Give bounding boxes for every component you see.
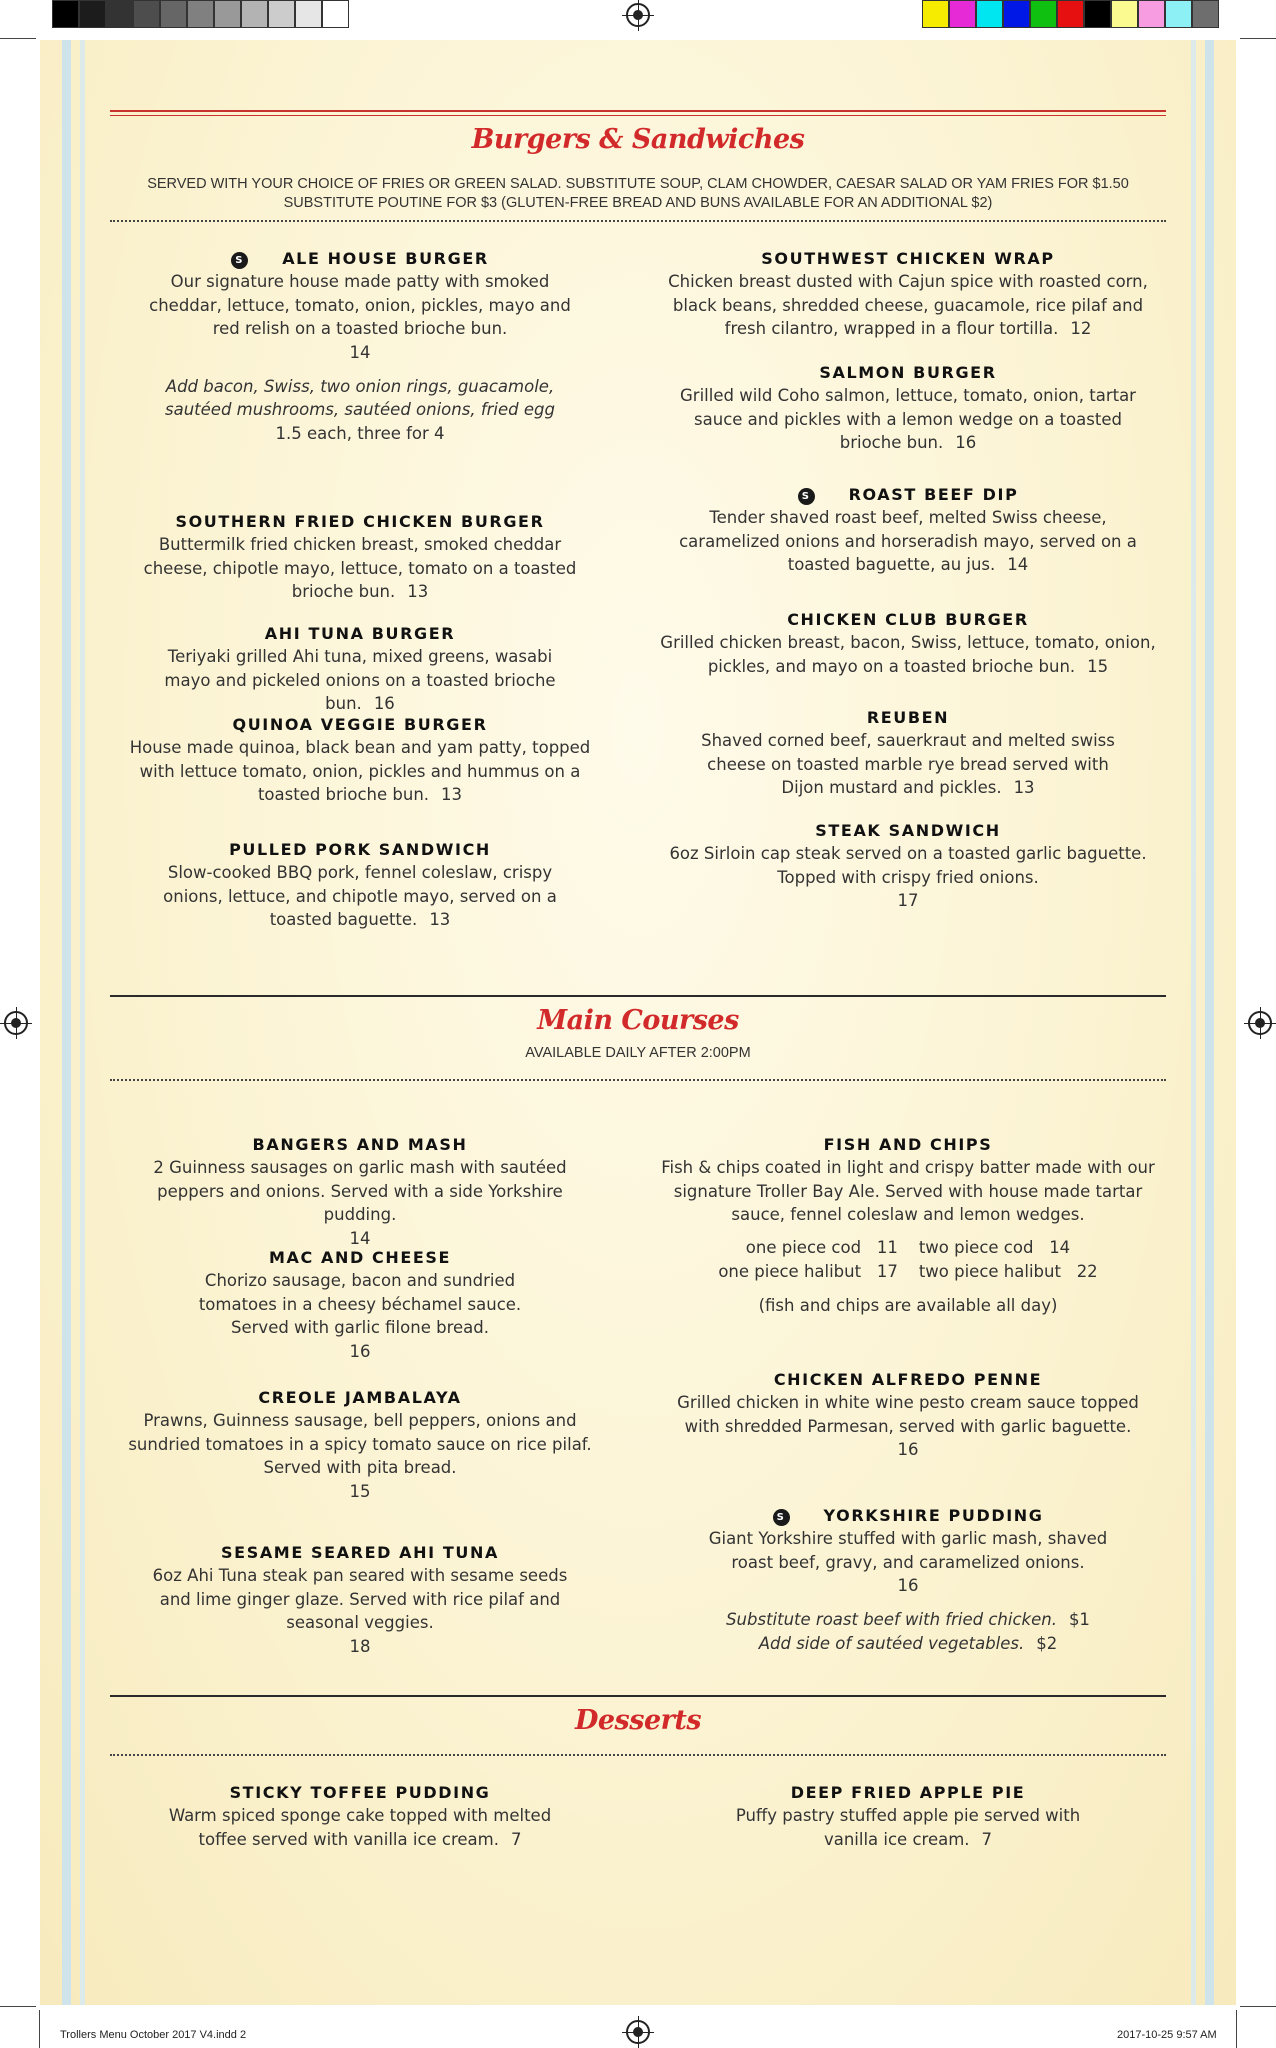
item-note: (fish and chips are available all day) xyxy=(758,1295,1058,1315)
item-price: 14 xyxy=(1007,555,1029,574)
item-name: CHICKEN CLUB BURGER xyxy=(787,610,1029,629)
burgers-note-line2: SUBSTITUTE POUTINE FOR $3 (GLUTEN-FREE BREAD AND BUNS AVAILABLE FOR AN ADDITIONAL $2) xyxy=(283,195,993,211)
color-swatch xyxy=(1084,0,1111,28)
menu-item xyxy=(650,820,1166,913)
item-name: YORKSHIRE PUDDING xyxy=(823,1506,1044,1525)
color-swatch xyxy=(106,0,133,28)
item-name: ROAST BEEF DIP xyxy=(848,485,1019,504)
item-addons: Add bacon, Swiss, two onion rings, guacamole, sautéed mushrooms, sautéed onions, fried egg xyxy=(165,376,555,419)
menu-item xyxy=(110,1387,610,1504)
item-price: 17 xyxy=(897,891,919,910)
item-description: Grilled chicken in white wine pesto cream sauce topped with shredded Parmesan, served with garlic baguette. xyxy=(677,1393,1139,1436)
item-name: CHICKEN ALFREDO PENNE xyxy=(773,1370,1043,1389)
color-swatch xyxy=(160,0,187,28)
color-swatch xyxy=(1057,0,1084,28)
registration-mark-icon xyxy=(4,1011,28,1035)
color-swatch xyxy=(1138,0,1165,28)
crop-mark xyxy=(1240,2006,1276,2007)
registration-mark-icon xyxy=(626,2020,650,2044)
crop-mark xyxy=(1240,38,1276,39)
menu-item xyxy=(650,707,1166,800)
option-price: 14 xyxy=(1049,1237,1071,1257)
item-description: Giant Yorkshire stuffed with garlic mash, shaved roast beef, gravy, and caramelized onions. xyxy=(708,1529,1108,1572)
item-name: MAC AND CHEESE xyxy=(268,1248,452,1267)
color-swatch xyxy=(214,0,241,28)
color-swatch xyxy=(1030,0,1057,28)
menu-item xyxy=(650,1782,1166,1851)
menu-item xyxy=(110,714,610,807)
menu-item xyxy=(650,362,1166,455)
option-label: two piece halibut xyxy=(918,1261,1061,1281)
dotted-divider xyxy=(110,220,1166,222)
item-price: 7 xyxy=(510,1829,522,1849)
color-swatch xyxy=(268,0,295,28)
item-substitution: Add side of sautéed vegetables. xyxy=(758,1633,1025,1653)
item-description: 6oz Ahi Tuna steak pan seared with sesame seeds and lime ginger glaze. Served with rice pilaf and seasonal veggies. xyxy=(152,1566,568,1632)
color-swatch xyxy=(949,0,976,28)
section-rule xyxy=(110,995,1166,997)
color-swatch xyxy=(187,0,214,28)
footer-timestamp: 2017-10-25 9:57 AM xyxy=(1117,2029,1217,2041)
item-name: DEEP FRIED APPLE PIE xyxy=(790,1783,1026,1802)
menu-item xyxy=(110,839,610,932)
option-label: one piece cod xyxy=(745,1237,862,1257)
color-swatch xyxy=(322,0,349,28)
border-stripe xyxy=(80,40,85,2005)
color-swatch-bar xyxy=(922,0,1219,28)
signature-icon: S xyxy=(231,252,248,269)
signature-icon: S xyxy=(798,488,815,505)
item-description: Fish & chips coated in light and crispy batter made with our signature Troller Bay Ale. Served with house made tartar sauce, fennel coleslaw and lemon wedges. xyxy=(661,1158,1155,1224)
option-price: 17 xyxy=(876,1261,898,1281)
border-stripe xyxy=(62,40,71,2005)
color-swatch xyxy=(79,0,106,28)
crop-mark xyxy=(0,38,36,39)
menu-item xyxy=(650,609,1166,678)
item-description: Slow-cooked BBQ pork, fennel coleslaw, crispy onions, lettuce, and chipotle mayo, served on a toasted baguette. xyxy=(163,863,557,929)
item-price: 13 xyxy=(429,910,451,929)
burgers-title: Burgers & Sandwiches xyxy=(471,124,805,155)
item-description: Grilled wild Coho salmon, lettuce, tomato, onion, tartar sauce and pickles with a lemon wedge on a toasted brioche bun. xyxy=(680,386,1136,452)
menu-item xyxy=(650,484,1166,577)
item-name: SALMON BURGER xyxy=(819,363,997,382)
item-price: 16 xyxy=(955,433,977,452)
color-swatch xyxy=(133,0,160,28)
menu-page xyxy=(40,40,1236,2005)
color-swatch xyxy=(1003,0,1030,28)
option-label: two piece cod xyxy=(918,1237,1034,1257)
menu-item xyxy=(110,623,610,716)
section-rule xyxy=(110,1695,1166,1697)
item-price: 13 xyxy=(1013,778,1035,797)
menu-item xyxy=(650,1134,1166,1318)
item-description: Shaved corned beef, sauerkraut and melted swiss cheese on toasted marble rye bread served with Dijon mustard and pickles. xyxy=(701,731,1115,797)
option-price: 22 xyxy=(1076,1261,1098,1281)
item-description: Tender shaved roast beef, melted Swiss cheese, caramelized onions and horseradish mayo, served on a toasted baguette, au jus. xyxy=(679,508,1137,574)
item-name: ALE HOUSE BURGER xyxy=(282,249,489,268)
item-price: 15 xyxy=(349,1481,371,1501)
menu-item xyxy=(110,1782,610,1851)
item-description: Chorizo sausage, bacon and sundried tomatoes in a cheesy béchamel sauce. Served with garlic filone bread. xyxy=(198,1271,522,1337)
item-substitution-price: $2 xyxy=(1036,1633,1058,1653)
menu-item xyxy=(110,248,610,446)
item-price: 18 xyxy=(349,1636,371,1656)
color-swatch xyxy=(1111,0,1138,28)
item-description: Teriyaki grilled Ahi tuna, mixed greens, wasabi mayo and pickeled onions on a toasted brioche bun. xyxy=(164,647,556,713)
menu-item xyxy=(110,1247,610,1364)
color-swatch xyxy=(295,0,322,28)
registration-mark-icon xyxy=(626,3,650,27)
item-description: House made quinoa, black bean and yam patty, topped with lettuce tomato, onion, pickles and hummus on a toasted brioche bun. xyxy=(129,738,591,804)
grayscale-swatch-bar xyxy=(52,0,349,28)
menu-item xyxy=(650,1505,1166,1655)
item-name: CREOLE JAMBALAYA xyxy=(258,1388,462,1407)
item-name: AHI TUNA BURGER xyxy=(264,624,456,643)
section-rule xyxy=(110,115,1166,116)
item-price: 16 xyxy=(349,1341,371,1361)
border-stripe xyxy=(1205,40,1214,2005)
footer-file-name: Trollers Menu October 2017 V4.indd 2 xyxy=(60,2029,247,2041)
menu-item xyxy=(650,1369,1166,1462)
dotted-divider xyxy=(110,1754,1166,1756)
mains-subtitle: AVAILABLE DAILY AFTER 2:00PM xyxy=(525,1045,751,1061)
crop-mark xyxy=(1236,2010,1237,2048)
item-description: Prawns, Guinness sausage, bell peppers, onions and sundried tomatoes in a spicy tomato sauce on rice pilaf. Served with pita bread. xyxy=(128,1411,592,1477)
color-swatch xyxy=(922,0,949,28)
item-price: 12 xyxy=(1070,319,1092,338)
item-price: 15 xyxy=(1087,656,1109,676)
color-swatch xyxy=(976,0,1003,28)
item-name: BANGERS AND MASH xyxy=(252,1135,468,1154)
item-price: 16 xyxy=(897,1576,919,1595)
color-swatch xyxy=(1192,0,1219,28)
item-addons-price: 1.5 each, three for 4 xyxy=(275,423,445,443)
item-description: Our signature house made patty with smoked cheddar, lettuce, tomato, onion, pickles, mayo and red relish on a toasted brioche bun. xyxy=(149,272,571,338)
item-name: SESAME SEARED AHI TUNA xyxy=(221,1543,499,1562)
color-swatch xyxy=(1165,0,1192,28)
desserts-title: Desserts xyxy=(574,1705,702,1736)
item-substitution: Substitute roast beef with fried chicken. xyxy=(726,1610,1057,1629)
menu-item xyxy=(650,248,1166,341)
item-description: Buttermilk fried chicken breast, smoked cheddar cheese, chipotle mayo, lettuce, tomato on a toasted brioche bun. xyxy=(143,535,577,601)
item-description: 2 Guinness sausages on garlic mash with sautéed peppers and onions. Served with a side Yorkshire pudding. xyxy=(153,1158,567,1224)
item-name: PULLED PORK SANDWICH xyxy=(229,840,491,859)
item-name: SOUTHERN FRIED CHICKEN BURGER xyxy=(175,512,545,531)
item-price: 13 xyxy=(441,785,463,804)
border-stripe xyxy=(1191,40,1196,2005)
item-description: Grilled chicken breast, bacon, Swiss, lettuce, tomato, onion, pickles, and mayo on a toasted brioche bun. xyxy=(660,633,1156,676)
item-name: SOUTHWEST CHICKEN WRAP xyxy=(761,249,1055,268)
mains-title: Main Courses xyxy=(537,1005,739,1036)
item-name: QUINOA VEGGIE BURGER xyxy=(232,715,488,734)
item-price: 13 xyxy=(407,582,429,601)
item-name: FISH AND CHIPS xyxy=(823,1135,993,1154)
menu-item xyxy=(110,511,610,604)
registration-mark-icon xyxy=(1248,1011,1272,1035)
menu-item xyxy=(110,1134,610,1251)
burgers-note-line1: SERVED WITH YOUR CHOICE OF FRIES OR GREEN SALAD. SUBSTITUTE SOUP, CLAM CHOWDER, CAESAR SALAD OR YAM FRIES FOR $1.50 xyxy=(147,176,1129,192)
crop-mark xyxy=(0,2006,36,2007)
item-description: 6oz Sirloin cap steak served on a toasted garlic baguette. Topped with crispy fried onions. xyxy=(669,844,1147,887)
item-description: Puffy pastry stuffed apple pie served with vanilla ice cream. xyxy=(735,1806,1081,1849)
item-name: REUBEN xyxy=(866,708,950,727)
option-price: 11 xyxy=(876,1237,898,1257)
item-price: 16 xyxy=(373,694,395,713)
item-price: 16 xyxy=(897,1440,919,1459)
item-price: 7 xyxy=(981,1829,993,1849)
item-description: Warm spiced sponge cake topped with melted toffee served with vanilla ice cream. xyxy=(168,1806,552,1849)
signature-icon: S xyxy=(773,1509,790,1526)
item-name: STICKY TOFFEE PUDDING xyxy=(229,1783,491,1802)
item-description: Chicken breast dusted with Cajun spice with roasted corn, black beans, shredded cheese, guacamole, rice pilaf and fresh cilantro, wrapped in a flour tortilla. xyxy=(668,272,1148,338)
dotted-divider xyxy=(110,1079,1166,1081)
item-name: STEAK SANDWICH xyxy=(815,821,1001,840)
color-swatch xyxy=(52,0,79,28)
crop-mark xyxy=(39,2010,40,2048)
item-price: 14 xyxy=(349,342,371,362)
item-price: 14 xyxy=(349,1228,371,1248)
menu-item xyxy=(110,1542,610,1659)
color-swatch xyxy=(241,0,268,28)
item-substitution-price: $1 xyxy=(1068,1610,1090,1629)
section-rule xyxy=(110,110,1166,112)
option-label: one piece halibut xyxy=(718,1261,862,1281)
